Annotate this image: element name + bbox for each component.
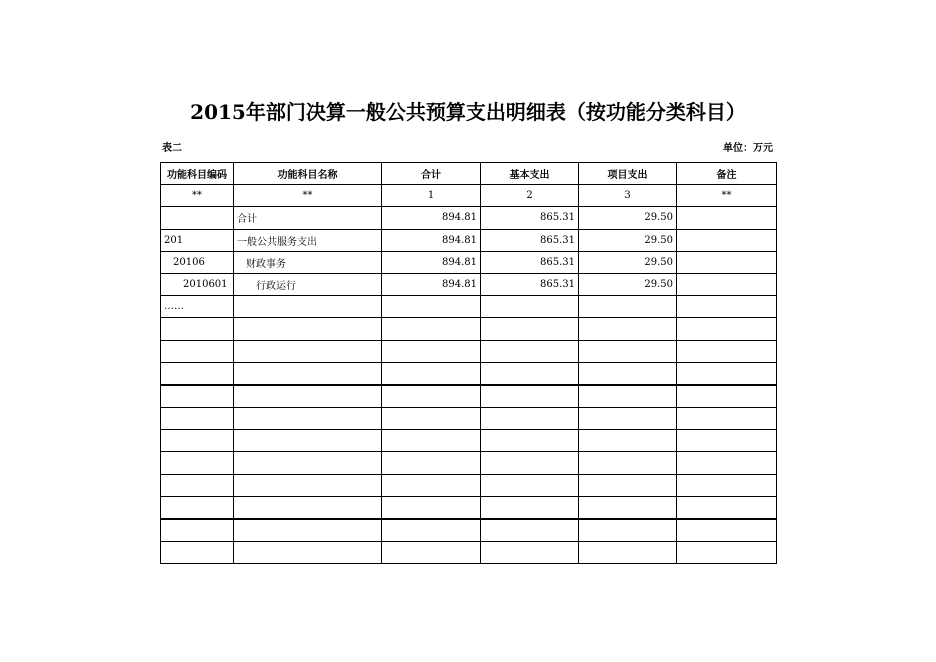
empty-row xyxy=(161,385,777,408)
index-cell: ** xyxy=(677,185,777,207)
document-title: 2015年部门决算一般公共预算支出明细表（按功能分类科目） xyxy=(190,100,746,124)
index-cell: 3 xyxy=(579,185,677,207)
header-note: 备注 xyxy=(677,163,777,185)
table-row xyxy=(161,296,777,318)
header-row xyxy=(161,163,777,185)
note-cell xyxy=(677,296,777,318)
empty-row xyxy=(161,452,777,474)
empty-row xyxy=(161,474,777,496)
empty-row xyxy=(161,362,777,385)
table-label: 表二 xyxy=(162,143,182,154)
empty-row xyxy=(161,318,777,340)
header-total: 合计 xyxy=(382,163,481,185)
total-cell: 894.81 xyxy=(382,229,481,251)
name-cell: 一般公共服务支出 xyxy=(234,229,382,251)
total-cell: 894.81 xyxy=(382,273,481,295)
name-cell: 行政运行 xyxy=(234,273,382,295)
name-cell xyxy=(234,296,382,318)
basic-cell: 865.31 xyxy=(481,229,579,251)
note-cell xyxy=(677,229,777,251)
empty-row xyxy=(161,496,777,519)
table-row xyxy=(161,251,777,273)
header-project: 项目支出 xyxy=(579,163,677,185)
code-cell xyxy=(161,207,234,229)
code-cell: …… xyxy=(161,296,234,318)
header-basic: 基本支出 xyxy=(481,163,579,185)
basic-cell xyxy=(481,296,579,318)
expenditure-table xyxy=(160,162,777,564)
total-cell xyxy=(382,296,481,318)
empty-row xyxy=(161,408,777,430)
index-cell: ** xyxy=(234,185,382,207)
header-name: 功能科目名称 xyxy=(234,163,382,185)
index-cell: 2 xyxy=(481,185,579,207)
total-cell: 894.81 xyxy=(382,207,481,229)
basic-cell: 865.31 xyxy=(481,273,579,295)
project-cell xyxy=(579,296,677,318)
table-row xyxy=(161,273,777,295)
code-cell: 201 xyxy=(161,229,234,251)
index-cell: ** xyxy=(161,185,234,207)
code-cell: 20106 xyxy=(161,251,234,273)
table-row xyxy=(161,229,777,251)
header-code: 功能科目编码 xyxy=(161,163,234,185)
code-cell: 2010601 xyxy=(161,273,234,295)
empty-row xyxy=(161,519,777,542)
total-cell: 894.81 xyxy=(382,251,481,273)
note-cell xyxy=(677,207,777,229)
name-cell: 合计 xyxy=(234,207,382,229)
basic-cell: 865.31 xyxy=(481,207,579,229)
name-cell: 财政事务 xyxy=(234,251,382,273)
basic-cell: 865.31 xyxy=(481,251,579,273)
empty-row xyxy=(161,340,777,362)
note-cell xyxy=(677,273,777,295)
project-cell: 29.50 xyxy=(579,207,677,229)
unit-label: 单位：万元 xyxy=(723,143,773,154)
project-cell: 29.50 xyxy=(579,229,677,251)
empty-row xyxy=(161,542,777,564)
empty-row xyxy=(161,430,777,452)
project-cell: 29.50 xyxy=(579,273,677,295)
index-cell: 1 xyxy=(382,185,481,207)
note-cell xyxy=(677,251,777,273)
table-row xyxy=(161,207,777,229)
project-cell: 29.50 xyxy=(579,251,677,273)
index-row xyxy=(161,185,777,207)
